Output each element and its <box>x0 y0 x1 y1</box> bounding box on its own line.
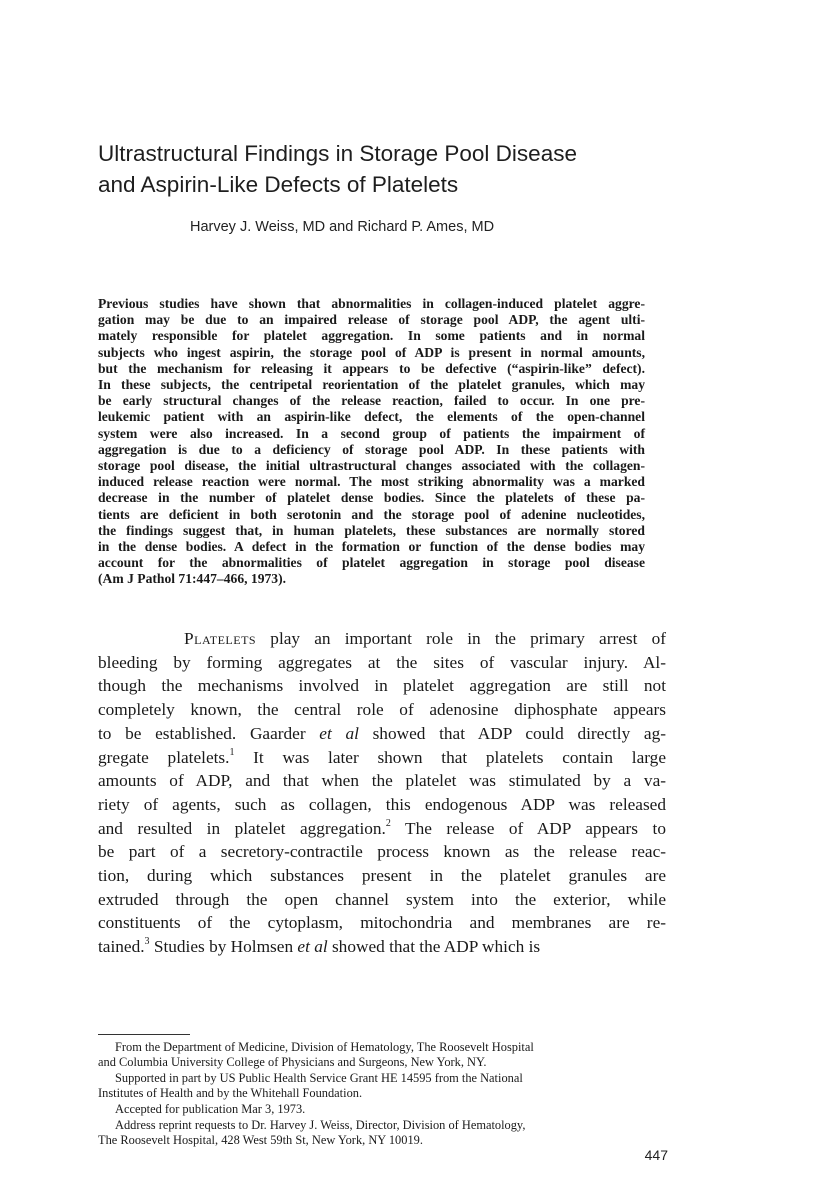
footnote-reprint <box>98 1118 667 1148</box>
body-line <box>98 935 666 959</box>
footnote-line: Supported in part by US Public Health Service Grant HE 14595 from the National <box>115 1071 523 1085</box>
body-text-run: play an important role in the primary arrest of <box>256 629 666 648</box>
body-line: amounts of ADP, and that when the platelet was stimulated by a va- <box>98 771 666 791</box>
body-text-run: showed that ADP could directly ag- <box>358 723 666 743</box>
abstract-line: system were also increased. In a second group of patients the impairment of <box>98 425 645 441</box>
footnote-line: The Roosevelt Hospital, 428 West 59th St, New York, NY 10019. <box>98 1133 423 1147</box>
body-text-run: It was later shown that platelets contain large <box>234 747 666 767</box>
body-line: extruded through the open channel system into the exterior, while <box>98 889 666 909</box>
body-text-run: showed that the ADP which is <box>327 937 541 957</box>
body-line: tion, during which substances present in the platelet granules are <box>98 866 666 886</box>
body-text-run: gregate platelets. <box>98 747 230 767</box>
page-number: 447 <box>644 1147 668 1163</box>
lead-word: Platelets <box>184 629 257 648</box>
body-text-run: Studies by Holmsen <box>149 937 298 957</box>
reference-marker: 2 <box>385 817 391 829</box>
abstract-line: storage pool disease, the initial ultrastructural changes associated with the collagen- <box>98 458 645 474</box>
body-line <box>98 817 666 841</box>
footnote-line: and Columbia University College of Physicians and Surgeons, New York, NY. <box>98 1055 487 1069</box>
reference-marker: 1 <box>229 746 235 758</box>
abstract-line: decrease in the number of platelet dense bodies. Since the platelets of these pa- <box>98 490 645 506</box>
abstract-line: in the dense bodies. A defect in the formation or function of the dense bodies may <box>98 539 645 555</box>
reference-marker: 3 <box>144 936 150 948</box>
body-line <box>98 746 666 770</box>
body-line <box>98 627 666 651</box>
abstract-line: but the mechanism for releasing it appears to be defective (“aspirin-like” defect). <box>98 360 645 376</box>
body-text-run: The release of ADP appears to <box>390 818 666 838</box>
abstract-citation: (Am J Pathol 71:447–466, 1973). <box>98 571 287 587</box>
footnote-line: Accepted for publication Mar 3, 1973. <box>115 1102 306 1116</box>
body-line: bleeding by forming aggregates at the sites of vascular injury. Al- <box>98 652 666 672</box>
abstract-line: aggregation is due to a deficiency of storage pool ADP. In these patients with <box>98 441 645 457</box>
body-emphasis: et al <box>297 937 328 957</box>
body-paragraph <box>98 627 666 959</box>
abstract-line: mately responsible for platelet aggregation. In some patients and in normal <box>98 328 645 344</box>
body-line: though the mechanisms involved in platelet aggregation are still not <box>98 676 666 696</box>
abstract-line: In these subjects, the centripetal reorientation of the platelet granules, which may <box>98 377 645 393</box>
footnote-line: From the Department of Medicine, Division of Hematology, The Roosevelt Hospital <box>115 1040 534 1054</box>
body-line: be part of a secretory-contractile process known as the release reac- <box>98 842 666 862</box>
body-emphasis: et al <box>319 723 359 743</box>
footnote-divider <box>98 1034 190 1035</box>
body-line: constituents of the cytoplasm, mitochondria and membranes are re- <box>98 913 666 933</box>
abstract-line: account for the abnormalities of platelet aggregation in storage pool disease <box>98 555 645 571</box>
body-line: completely known, the central role of adenosine diphosphate appears <box>98 700 666 720</box>
abstract-line: subjects who ingest aspirin, the storage pool of ADP is present in normal amounts, <box>98 344 645 360</box>
abstract <box>98 296 645 588</box>
body-line <box>98 722 666 746</box>
author-line: Harvey J. Weiss, MD and Richard P. Ames, MD <box>190 219 495 235</box>
title-line: Ultrastructural Findings in Storage Pool Disease <box>98 141 577 166</box>
abstract-line: Previous studies have shown that abnormalities in collagen-induced platelet aggre- <box>98 296 645 311</box>
abstract-line: gation may be due to an impaired release of storage pool ADP, the agent ulti- <box>98 312 645 328</box>
abstract-line: induced release reaction were normal. The most striking abnormality was a marked <box>98 474 645 490</box>
footnote-line: Address reprint requests to Dr. Harvey J. Weiss, Director, Division of Hematology, <box>115 1118 526 1132</box>
abstract-line: the findings suggest that, in human platelets, these substances are normally stored <box>98 522 645 538</box>
body-text-run: to be established. Gaarder <box>98 723 320 743</box>
footnote-support <box>98 1071 667 1101</box>
body-text-run: tained. <box>98 937 145 957</box>
article-title <box>98 138 738 200</box>
footnote-affiliation <box>98 1040 667 1070</box>
title-line: and Aspirin-Like Defects of Platelets <box>98 172 459 197</box>
abstract-line: tients are deficient in both serotonin and the storage pool of adenine nucleotides, <box>98 506 645 522</box>
abstract-line: be early structural changes of the release reaction, failed to occur. In one pre- <box>98 393 645 409</box>
footnotes <box>98 1040 667 1149</box>
footnote-accepted <box>98 1102 667 1117</box>
body-text-run: and resulted in platelet aggregation. <box>98 818 386 838</box>
footnote-line: Institutes of Health and by the Whitehall Foundation. <box>98 1086 363 1100</box>
body-line: riety of agents, such as collagen, this endogenous ADP was released <box>98 794 666 814</box>
abstract-line: leukemic patient with an aspirin-like defect, the elements of the open-channel <box>98 409 645 425</box>
